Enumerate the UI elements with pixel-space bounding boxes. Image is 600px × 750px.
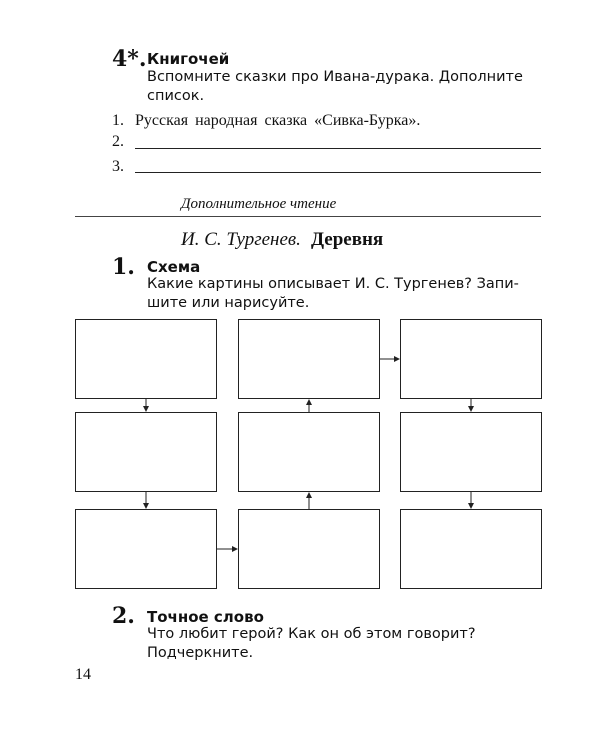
task-4-title: Книгочей [147, 50, 230, 68]
task-2-instruction [147, 625, 541, 663]
task-1-title: Схема [147, 258, 201, 276]
task-2-instruction-line-1: Что любит герой? Как он об этом говорит? [147, 626, 476, 642]
list-item-2-number: 2. [112, 133, 124, 150]
section-label: Дополнительное чтение [181, 196, 337, 212]
task-4-number: 4*. [112, 46, 147, 72]
task-4-instruction-line-2: список. [147, 88, 205, 104]
list-item-3-number: 3. [112, 158, 124, 175]
task-4-instruction-line-1: Вспомните сказки про Ивана-дурака. Дополните [147, 69, 523, 85]
task-1-instruction-line-2: шите или нарисуйте. [147, 295, 310, 311]
task-1-instruction-line-1: Какие картины описывает И. С. Тургенев? Запи- [147, 276, 519, 292]
task-2-instruction-line-2: Подчеркните. [147, 645, 254, 661]
list-item-1-number: 1. [112, 112, 124, 129]
task-1-number: 1. [112, 254, 135, 280]
list-item-1-text: Русская народная сказка «Сивка-Бурка». [135, 112, 421, 129]
task-2-title: Точное слово [147, 608, 264, 626]
work-title: Деревня [310, 229, 384, 250]
author-name: И. С. Тургенев. [181, 229, 301, 250]
page-number: 14 [75, 666, 91, 683]
task-2-number: 2. [112, 603, 135, 629]
